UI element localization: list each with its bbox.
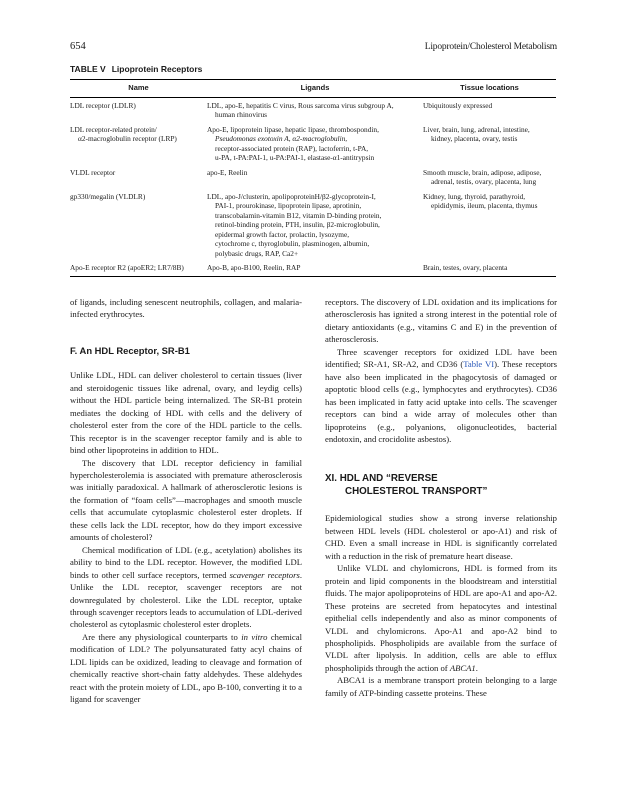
cell-line: polybasic drugs, RAP, Ca2+ [215, 248, 299, 258]
paragraph: of ligands, including senescent neutrophils, collagen, and malaria-infected erythrocytes. [70, 297, 302, 320]
table-vi-link[interactable]: Table VI [463, 359, 495, 370]
column-header-ligands: Ligands [207, 80, 423, 98]
cell-line: α2-macroglobulin receptor (LRP) [78, 134, 177, 143]
cell-line: receptor-associated protein (RAP), lactoferrin, t-PA, [215, 143, 369, 153]
cell-line: adrenal, testis, ovary, placenta, lung [431, 177, 537, 186]
table-row [70, 189, 556, 261]
cell-line: Ubiquitously expressed [423, 100, 493, 110]
cell-line: Liver, brain, lung, adrenal, intestine, [423, 124, 530, 134]
section-heading: F. An HDL Receptor, SR-B1 [70, 344, 190, 356]
running-head: Lipoprotein/Cholesterol Metabolism [424, 42, 557, 52]
cell-line: LDL receptor (LDLR) [70, 100, 136, 110]
cell-tissues [423, 189, 556, 261]
cell-tissues [423, 165, 556, 189]
paragraph: receptors. The discovery of LDL oxidation and its implications for atherosclerosis has ignited a strong interest in the potential role of dietary antioxidants (e.g., vitamins C and E) in the prevention of atherosclerosis. [325, 297, 557, 345]
page-number: 654 [70, 41, 86, 52]
table-row [70, 97, 556, 122]
emphasis-text: ABCA1 [449, 662, 476, 673]
heading-line: XI. HDL AND “REVERSE [325, 473, 438, 485]
cell-ligands [207, 189, 423, 261]
cell-line: LDL receptor-related protein/ [70, 124, 157, 134]
cell-name [70, 189, 207, 261]
cell-tissues [423, 260, 556, 276]
text-run: Are there any physiological counterparts to [82, 631, 242, 642]
cell-line: Apo-E receptor R2 (apoER2; LR7/8B) [70, 263, 184, 272]
cell-ligands [207, 97, 423, 122]
cell-ligands [207, 122, 423, 165]
cell-line: transcobalamin-vitamin B12, vitamin D-binding protein, [215, 210, 382, 220]
lipoprotein-receptors-table [70, 79, 556, 277]
heading-line: CHOLESTEROL TRANSPORT” [345, 486, 488, 498]
paragraph [70, 631, 302, 706]
cell-line: epidermal growth factor, prolactin, lysozyme, [215, 229, 350, 239]
cell-line: retinol-binding protein, PTH, insulin, β2-microglobulin, [215, 220, 380, 229]
column-header-name: Name [70, 80, 207, 98]
cell-line: Apo-E, lipoprotein lipase, hepatic lipase, thrombospondin, [207, 124, 379, 134]
text-run: Unlike VLDL and chylomicrons, HDL is formed from its protein and lipid components in the bloodstream and interstitial fluids. The major apolipoproteins of HDL are apo-A1 and apo-A2. These proteins are secreted from hepatocytes and intestinal epithelial cells independently and also as minor components of VLDL and chylomicrons. Apo-A1 and apo-A2 bind to phospholipids. Phospholipids are available from the surface of VLDL after lipolysis. In addition, cells are able to efflux phospholipids through the action of [325, 563, 557, 673]
paragraph: The discovery that LDL receptor deficiency in familial hypercholesterolemia is associated with premature atherosclerosis was initially paradoxical. A hallmark of atherosclerotic lesions is the formation of “foam cells”—macrophages and smooth muscle cells that accumulate cytoplasmic cholesterol ester droplets. If these cells lack the LDL receptor, how do they import excessive amounts of cholesterol? [70, 457, 302, 543]
text-run: . [475, 662, 478, 673]
cell-name [70, 122, 207, 165]
cell-line: PAI-1, prourokinase, lipoprotein lipase, aprotinin, [215, 201, 362, 210]
paragraph [70, 544, 302, 631]
cell-line: kidney, placenta, ovary, testis [431, 134, 518, 143]
paragraph [325, 562, 557, 674]
cell-ligands [207, 260, 423, 276]
cell-name [70, 97, 207, 122]
paragraph: Epidemiological studies show a strong inverse relationship between HDL levels (HDL cholesterol or apo-A1) and risk of CHD. Even a small increase in HDL is significantly correlated with a reduction in the risk of premature heart disease. [325, 513, 557, 561]
table-row [70, 122, 556, 165]
paragraph: Unlike LDL, HDL can deliver cholesterol to certain tissues (liver and steroidogenic tissues like adrenal, ovary, and leydig cells) without the HDL particle being internalized. The SR-B1 protein mediates the docking of HDL with cells and the delivery of cholesterol ester from the core of the HDL particle to the cells. This receptor is in the scavenger receptor family and is able to bind other lipoproteins in addition to HDL. [70, 370, 302, 456]
column-header-tissue-locations: Tissue locations [423, 80, 556, 98]
cell-name [70, 165, 207, 189]
text-run: chemical modification of LDL? The polyunsaturated fatty acyl chains of LDL lipids can be oxidized, leading to cleavage and formation of chemically reactive short-chain fatty aldehydes. These aldehydes react with the protein moiety of LDL, apo B-100, converting it to a ligand for scavenger [70, 631, 302, 705]
cell-line: LDL, apo-E, hepatitis C virus, Rous sarcoma virus subgroup A, [207, 100, 394, 110]
left-text-column [70, 296, 302, 706]
right-text-column [325, 296, 557, 699]
table-caption-number: TABLE V [70, 64, 106, 74]
cell-line: u-PA, t-PA:PAI-1, u-PA:PAI-1, elastase-α1-antitrypsin [215, 153, 375, 162]
text-run: . Unlike the LDL receptor, scavenger receptors are not downregulated by cholesterol. Like the LDL receptor, uptake through scavenger receptors leads to accumulation of LDL-derived cholesterol as cytoplasmic cholesterol ester droplets. [70, 569, 302, 630]
text-run: Chemical modification of LDL (e.g., acetylation) abolishes its ability to bind to the LDL receptor. However, the modified LDL binds to other cell surface receptors, termed [70, 544, 302, 580]
cell-line: Pseudomonas exotoxin A, α2-macroglobulin, [215, 134, 348, 143]
cell-line: Brain, testes, ovary, placenta [423, 263, 508, 272]
emphasis-text: scavenger receptors [229, 569, 300, 580]
table-row [70, 165, 556, 189]
table-row [70, 260, 556, 276]
cell-ligands [207, 165, 423, 189]
text-run: Three scavenger receptors for oxidized LDL have been identified; SR-A1, SR-A2, and CD36 ( [325, 346, 557, 370]
cell-line: human rhinovirus [215, 110, 268, 119]
cell-line: cytochrome c, thyroglobulin, plasminogen, albumin, [215, 239, 370, 248]
cell-line: VLDL receptor [70, 167, 116, 177]
cell-tissues [423, 97, 556, 122]
table-header-row [70, 80, 556, 98]
emphasis-text: in vitro [241, 631, 268, 642]
cell-line: LDL, apo-J/clusterin, apolipoproteinH/β2-glycoprotein-I, [207, 191, 376, 201]
cell-tissues [423, 122, 556, 165]
cell-line: Apo-B, apo-B100, Reelin, RAP [207, 263, 301, 272]
text-run: ). These receptors have also been implicated in the phagocytosis of damaged or apoptotic blood cells (e.g., lymphocytes and erythrocytes). CD36 has been implicated in fatty acid uptake into cells. The scavenger receptors can bind a wide array of molecules other than lipoproteins (e.g., polyanions, oligonucleotides, bacterial endotoxin, and crocidolite asbestos). [325, 359, 557, 444]
section-heading [325, 472, 557, 498]
cell-line: apo-E, Reelin [207, 167, 248, 177]
cell-name [70, 260, 207, 276]
paragraph [325, 346, 557, 446]
table-caption [70, 64, 202, 74]
cell-line: epididymis, ileum, placenta, thymus [431, 201, 538, 210]
paragraph: ABCA1 is a membrane transport protein belonging to a large family of ATP-binding cassette proteins. These [325, 675, 557, 698]
cell-line: Smooth muscle, brain, adipose, adipose, [423, 167, 542, 177]
cell-line: Kidney, lung, thyroid, parathyroid, [423, 191, 526, 201]
table-caption-title: Lipoprotein Receptors [111, 64, 203, 74]
cell-line: gp330/megalin (VLDLR) [70, 191, 146, 201]
